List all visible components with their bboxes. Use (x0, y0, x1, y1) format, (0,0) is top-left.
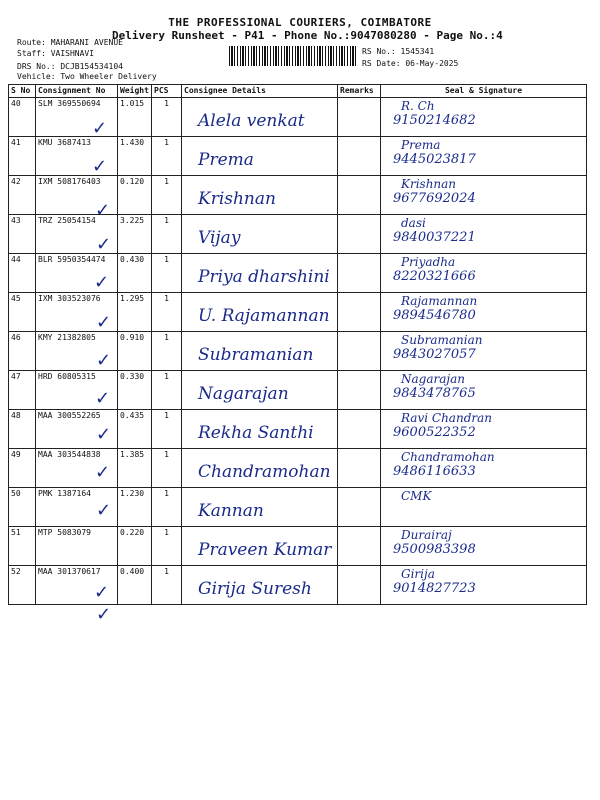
consignee-cell (182, 410, 338, 449)
pcs-cell: 1 (152, 176, 182, 215)
remarks-cell (338, 293, 381, 332)
consignee-cell (182, 449, 338, 488)
remarks-cell (338, 527, 381, 566)
signature-name: Krishnan (401, 177, 457, 191)
consignee-cell (182, 254, 338, 293)
consignment-cell: IXM 303523076 (36, 293, 118, 332)
check-mark-icon: ✓ (96, 350, 112, 371)
signature-name: Durairaj (401, 528, 452, 542)
signature-phone: 9486116633 (393, 464, 476, 479)
consignee-cell (182, 488, 338, 527)
remarks-cell (338, 176, 381, 215)
col-consignment: Consignment No (36, 85, 118, 98)
sno-cell: 46 (9, 332, 36, 371)
remarks-cell (338, 566, 381, 605)
consignment-cell: MAA 300552265 (36, 410, 118, 449)
signature-name: Chandramohan (401, 450, 495, 464)
check-mark-icon: ✓ (94, 582, 110, 603)
drs-field: DRS No.: DCJB154534104 (17, 62, 123, 71)
weight-cell: 1.385 (118, 449, 152, 488)
pcs-cell: 1 (152, 254, 182, 293)
weight-cell: 0.220 (118, 527, 152, 566)
col-remarks: Remarks (338, 85, 381, 98)
weight-cell: 3.225 (118, 215, 152, 254)
consignment-cell: BLR 5950354474 (36, 254, 118, 293)
check-mark-icon: ✓ (92, 118, 108, 139)
signature-cell (381, 371, 587, 410)
consignee-handwriting: Priya dharshini (198, 267, 330, 287)
signature-name: Nagarajan (401, 372, 465, 386)
sno-cell: 45 (9, 293, 36, 332)
consignee-handwriting: Vijay (198, 228, 241, 248)
sno-cell: 41 (9, 137, 36, 176)
weight-cell: 0.910 (118, 332, 152, 371)
consignee-cell (182, 332, 338, 371)
weight-cell: 1.015 (118, 98, 152, 137)
sno-cell: 42 (9, 176, 36, 215)
consignment-cell: SLM 369550694 (36, 98, 118, 137)
consignee-handwriting: Rekha Santhi (198, 423, 314, 443)
weight-cell: 0.330 (118, 371, 152, 410)
remarks-cell (338, 98, 381, 137)
signature-phone: 9500983398 (393, 542, 476, 557)
pcs-cell: 1 (152, 371, 182, 410)
consignee-cell (182, 215, 338, 254)
consignee-cell (182, 371, 338, 410)
signature-phone: 9843478765 (393, 386, 476, 401)
sno-cell: 49 (9, 449, 36, 488)
rs-date-field: RS Date: 06-May-2025 (362, 59, 459, 68)
pcs-cell: 1 (152, 410, 182, 449)
pcs-cell: 1 (152, 449, 182, 488)
signature-cell (381, 332, 587, 371)
company-title: THE PROFESSIONAL COURIERS, COIMBATORE (168, 16, 432, 29)
staff-field: Staff: VAISHNAVI (17, 49, 95, 58)
remarks-cell (338, 332, 381, 371)
remarks-cell (338, 254, 381, 293)
remarks-cell (338, 215, 381, 254)
check-mark-icon: ✓ (94, 272, 110, 293)
remarks-cell (338, 410, 381, 449)
col-consignee: Consignee Details (182, 85, 338, 98)
check-mark-icon: ✓ (95, 388, 111, 409)
pcs-cell: 1 (152, 293, 182, 332)
signature-cell (381, 176, 587, 215)
consignment-cell: MAA 301370617 (36, 566, 118, 605)
sno-cell: 44 (9, 254, 36, 293)
pcs-cell: 1 (152, 137, 182, 176)
consignment-cell: TRZ 25054154 (36, 215, 118, 254)
remarks-cell (338, 137, 381, 176)
sno-cell: 50 (9, 488, 36, 527)
consignee-cell (182, 137, 338, 176)
remarks-cell (338, 371, 381, 410)
consignee-handwriting: Chandramohan (198, 462, 331, 482)
pcs-cell: 1 (152, 98, 182, 137)
consignment-cell: KMU 3687413 (36, 137, 118, 176)
sno-cell: 48 (9, 410, 36, 449)
check-mark-icon: ✓ (96, 604, 112, 625)
consignee-handwriting: Krishnan (198, 189, 276, 209)
signature-name: Prema (401, 138, 441, 152)
sno-cell: 40 (9, 98, 36, 137)
pcs-cell: 1 (152, 566, 182, 605)
pcs-cell: 1 (152, 488, 182, 527)
signature-phone: 9843027057 (393, 347, 476, 362)
signature-phone: 9150214682 (393, 113, 476, 128)
consignment-cell: MTP 5083079 (36, 527, 118, 566)
consignee-handwriting: U. Rajamannan (198, 306, 330, 326)
check-mark-icon: ✓ (96, 500, 112, 521)
table-header-row (9, 85, 587, 98)
signature-cell (381, 410, 587, 449)
vehicle-field: Vehicle: Two Wheeler Delivery (17, 72, 157, 81)
weight-cell: 1.295 (118, 293, 152, 332)
pcs-cell: 1 (152, 527, 182, 566)
pcs-cell: 1 (152, 215, 182, 254)
weight-cell: 0.430 (118, 254, 152, 293)
signature-cell (381, 566, 587, 605)
signature-cell (381, 449, 587, 488)
signature-cell (381, 293, 587, 332)
col-signature: Seal & Signature (381, 85, 587, 98)
signature-phone: 9600522352 (393, 425, 476, 440)
sno-cell: 51 (9, 527, 36, 566)
col-pcs: PCS (152, 85, 182, 98)
signature-phone: 9894546780 (393, 308, 476, 323)
consignee-handwriting: Praveen Kumar (198, 540, 332, 560)
signature-name: Rajamannan (401, 294, 478, 308)
barcode (229, 46, 356, 66)
check-mark-icon: ✓ (96, 234, 112, 255)
check-mark-icon: ✓ (95, 200, 111, 221)
signature-phone: 9445023817 (393, 152, 476, 167)
rs-no-field: RS No.: 1545341 (362, 47, 435, 56)
signature-cell (381, 215, 587, 254)
check-mark-icon: ✓ (96, 424, 112, 445)
signature-cell (381, 98, 587, 137)
weight-cell: 1.230 (118, 488, 152, 527)
consignee-handwriting: Girija Suresh (198, 579, 312, 599)
signature-name: CMK (401, 489, 432, 503)
weight-cell: 0.400 (118, 566, 152, 605)
signature-name: Subramanian (401, 333, 483, 347)
consignee-handwriting: Alela venkat (198, 111, 305, 131)
route-field: Route: MAHARANI AVENUE (17, 38, 123, 47)
col-sno: S No (9, 85, 36, 98)
col-weight: Weight (118, 85, 152, 98)
signature-phone: 8220321666 (393, 269, 476, 284)
consignment-cell: PMK 1387164 (36, 488, 118, 527)
sno-cell: 43 (9, 215, 36, 254)
pcs-cell: 1 (152, 332, 182, 371)
remarks-cell (338, 488, 381, 527)
signature-cell (381, 488, 587, 527)
signature-name: Ravi Chandran (401, 411, 492, 425)
signature-name: dasi (401, 216, 426, 230)
consignee-cell (182, 527, 338, 566)
signature-phone: 9014827723 (393, 581, 476, 596)
consignment-cell: HRD 60805315 (36, 371, 118, 410)
signature-name: Girija (401, 567, 435, 581)
signature-cell (381, 137, 587, 176)
weight-cell: 0.435 (118, 410, 152, 449)
signature-phone: 9677692024 (393, 191, 476, 206)
weight-cell: 0.120 (118, 176, 152, 215)
signature-name: Priyadha (401, 255, 456, 269)
sno-cell: 52 (9, 566, 36, 605)
check-mark-icon: ✓ (96, 312, 112, 333)
consignee-cell (182, 566, 338, 605)
consignee-handwriting: Prema (198, 150, 254, 170)
signature-cell (381, 527, 587, 566)
remarks-cell (338, 449, 381, 488)
consignment-cell: KMY 21382805 (36, 332, 118, 371)
weight-cell: 1.430 (118, 137, 152, 176)
consignment-cell: IXM 508176403 (36, 176, 118, 215)
check-mark-icon: ✓ (95, 462, 111, 483)
runsheet-line: Delivery Runsheet - P41 - Phone No.:9047080280 - Page No.:4 (112, 29, 503, 42)
consignee-handwriting: Subramanian (198, 345, 314, 365)
consignee-cell (182, 293, 338, 332)
signature-phone: 9840037221 (393, 230, 476, 245)
table-row (9, 527, 587, 566)
consignment-cell: MAA 303544838 (36, 449, 118, 488)
signature-cell (381, 254, 587, 293)
consignee-cell (182, 98, 338, 137)
consignee-cell (182, 176, 338, 215)
check-mark-icon: ✓ (92, 156, 108, 177)
consignee-handwriting: Kannan (198, 501, 264, 521)
sno-cell: 47 (9, 371, 36, 410)
signature-name: R. Ch (401, 99, 435, 113)
consignee-handwriting: Nagarajan (198, 384, 289, 404)
